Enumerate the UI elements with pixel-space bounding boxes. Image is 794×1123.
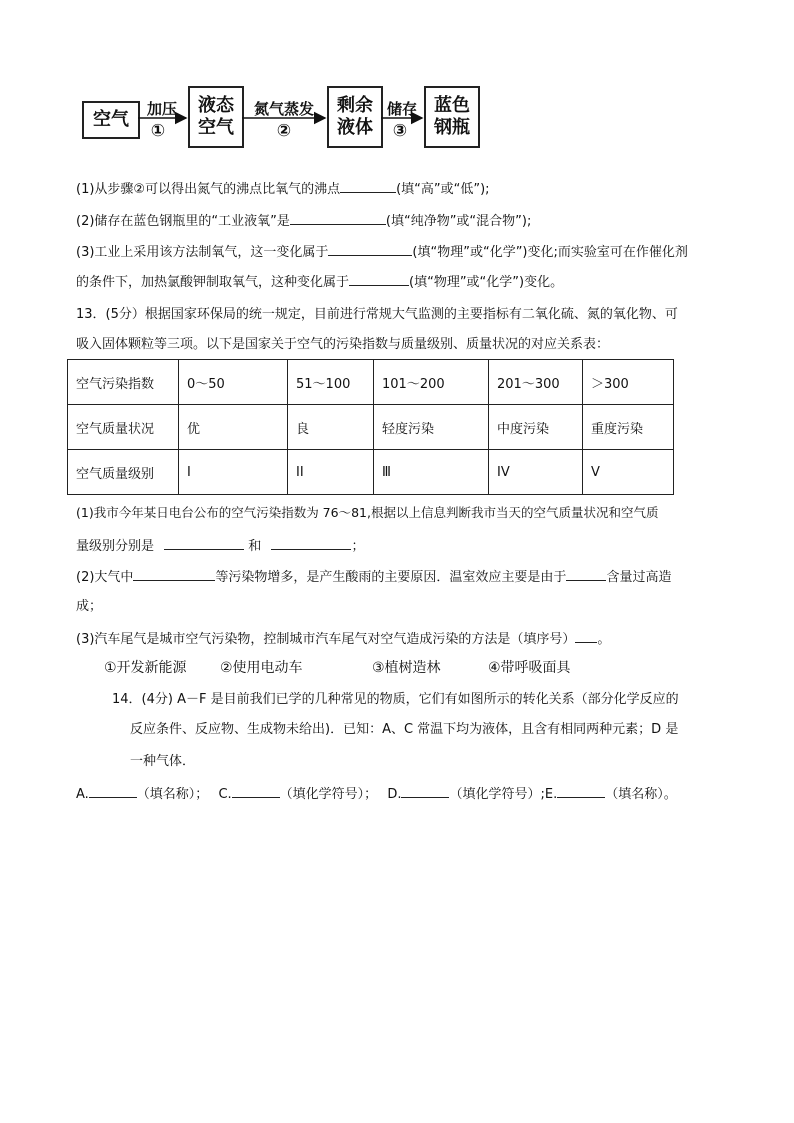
arrow-2-bottom-label: ② — [276, 121, 292, 141]
q12-part1-blank[interactable] — [340, 178, 396, 193]
q14-answer-a-hint: （填名称）； — [136, 787, 209, 802]
q14-answer-d-hint: （填化学符号）; — [449, 787, 545, 802]
q12-part3-blank2[interactable] — [349, 271, 409, 286]
q12-part2 — [76, 210, 531, 232]
flow-box-blue-l1: 蓝色 — [434, 95, 470, 116]
q12-part3-line2 — [76, 271, 563, 293]
table-cell: 空气污染指数 — [68, 360, 179, 405]
q13-intro-line2: 吸入固体颗粒等三项。以下是国家关于空气的污染指数与质量级别、质量状况的对应关系表： — [76, 337, 610, 352]
q14-line3: 一种气体． — [130, 754, 196, 769]
q12-part2-blank[interactable] — [290, 210, 386, 225]
air-quality-table — [67, 359, 674, 495]
flow-box-air-label: 空气 — [93, 109, 129, 130]
q13-part2-text3: 含量过高造 — [606, 570, 672, 585]
table-cell: ＞300 — [583, 360, 674, 405]
table-cell: II — [288, 450, 374, 495]
table-cell: 优 — [179, 405, 288, 450]
table-cell: 良 — [288, 405, 374, 450]
table-cell: 51～100 — [288, 360, 374, 405]
table-cell: 重度污染 — [583, 405, 674, 450]
q14-answer-a-label: A. — [76, 787, 89, 802]
q14-answer-c-hint: （填化学符号）； — [279, 787, 378, 802]
table-cell: I — [179, 450, 288, 495]
q14-answer-d-label: D. — [387, 787, 402, 802]
q14-answer-e-hint: （填名称）。 — [605, 787, 677, 802]
table-cell: Ⅲ — [374, 450, 489, 495]
q12-part3-text: (3)工业上采用该方法制氧气，这一变化属于 — [76, 245, 329, 260]
q14-line2: 反应条件、反应物、生成物未给出)．已知：A、C 常温下均为液体，且含有相同两种元素；D 是 — [130, 722, 679, 737]
q14-line1: 14．(4分) A－F 是目前我们已学的几种常见的物质，它们有如图所示的转化关系（部分化学反应的 — [112, 692, 679, 707]
table-cell: 中度污染 — [489, 405, 583, 450]
table-cell: 空气质量级别 — [68, 450, 179, 495]
table-cell: 101～200 — [374, 360, 489, 405]
arrow-1-top-label: 加压 — [146, 100, 177, 118]
q13-part1-end: ； — [351, 539, 365, 554]
q14-answer-e-label: E. — [544, 787, 558, 802]
arrow-1-bottom-label: ① — [150, 121, 166, 141]
q12-part1-text: (1)从步骤②可以得出氮气的沸点比氧气的沸点 — [76, 182, 341, 197]
q14-answer-d-blank[interactable] — [401, 783, 449, 798]
q13-part1-and: 和 — [248, 539, 262, 554]
table-cell: 201～300 — [489, 360, 583, 405]
q14-answers — [76, 783, 677, 805]
q13-part2-text: (2)大气中 — [76, 570, 134, 585]
q12-part1-hint: (填“高”或“低”); — [396, 182, 490, 197]
q13-part2-blank1[interactable] — [133, 566, 215, 581]
q13-part2-line1 — [76, 566, 671, 588]
flow-box-remaining-l1: 剩余 — [337, 95, 373, 116]
table-cell: V — [583, 450, 674, 495]
q13-part1-line2 — [76, 535, 364, 557]
table-cell: 空气质量状况 — [68, 405, 179, 450]
q13-part2-text2: 等污染物增多，是产生酸雨的主要原因．温室效应主要是由于 — [215, 570, 567, 585]
q13-intro-line1: 13．(5分）根据国家环保局的统一规定，目前进行常规大气监测的主要指标有二氧化硫、氮的氧化物、可 — [76, 307, 678, 322]
flow-box-liquid-air-l2: 空气 — [198, 117, 234, 138]
table-cell: IV — [489, 450, 583, 495]
q13-part3 — [76, 628, 610, 650]
table-row — [68, 450, 674, 495]
q12-part3-text2: 的条件下，加热氯酸钾制取氧气，这种变化属于 — [76, 275, 350, 290]
q12-part2-hint: (填“纯净物”或“混合物”); — [385, 214, 532, 229]
option-3: ③植树造林 — [372, 660, 441, 676]
q13-part3-blank[interactable] — [575, 628, 597, 643]
q14-answer-c-blank[interactable] — [232, 783, 280, 798]
q12-part3-line1 — [76, 241, 688, 263]
q13-part2-blank2[interactable] — [566, 566, 606, 581]
q14-answer-e-blank[interactable] — [557, 783, 605, 798]
flow-box-liquid-air-l1: 液态 — [198, 95, 234, 116]
q12-part3-hint2: (填“物理”或“化学”)变化。 — [409, 275, 564, 290]
q13-part3-end: 。 — [597, 632, 611, 647]
table-row — [68, 405, 674, 450]
q13-part3-text: (3)汽车尾气是城市空气污染物，控制城市汽车尾气对空气造成污染的方法是（填序号） — [76, 632, 576, 647]
option-4: ④带呼吸面具 — [488, 660, 571, 676]
q13-part1-blank2[interactable] — [271, 535, 351, 550]
table-cell: 0～50 — [179, 360, 288, 405]
q12-part2-text: (2)储存在蓝色钢瓶里的“工业液氧”是 — [76, 214, 290, 229]
q14-answer-c-label: C. — [218, 787, 232, 802]
table-cell: 轻度污染 — [374, 405, 489, 450]
flow-box-blue-l2: 钢瓶 — [434, 117, 470, 138]
table-row — [68, 360, 674, 405]
q12-part3-hint1: (填“物理”或“化学”)变化;而实验室可在作催化剂 — [412, 245, 688, 260]
q13-part1-blank1[interactable] — [164, 535, 244, 550]
q13-part2-line2: 成； — [76, 599, 103, 614]
q12-part1 — [76, 178, 490, 200]
q13-part1-text: 量级别分别是 — [76, 539, 155, 554]
q14-answer-a-blank[interactable] — [89, 783, 137, 798]
q12-part3-blank1[interactable] — [328, 241, 412, 256]
arrow-2-top-label: 氮气蒸发 — [253, 100, 314, 118]
option-1: ①开发新能源 — [104, 660, 187, 676]
q13-part1-line1: (1)我市今年某日电台公布的空气污染指数为 76～81,根据以上信息判断我市当天的空气质量状况和空气质 — [76, 505, 659, 520]
option-2: ②使用电动车 — [220, 660, 303, 676]
arrow-3-bottom-label: ③ — [392, 121, 408, 141]
arrow-3-top-label: 储存 — [386, 100, 417, 118]
flow-box-remaining-l2: 液体 — [337, 117, 373, 138]
